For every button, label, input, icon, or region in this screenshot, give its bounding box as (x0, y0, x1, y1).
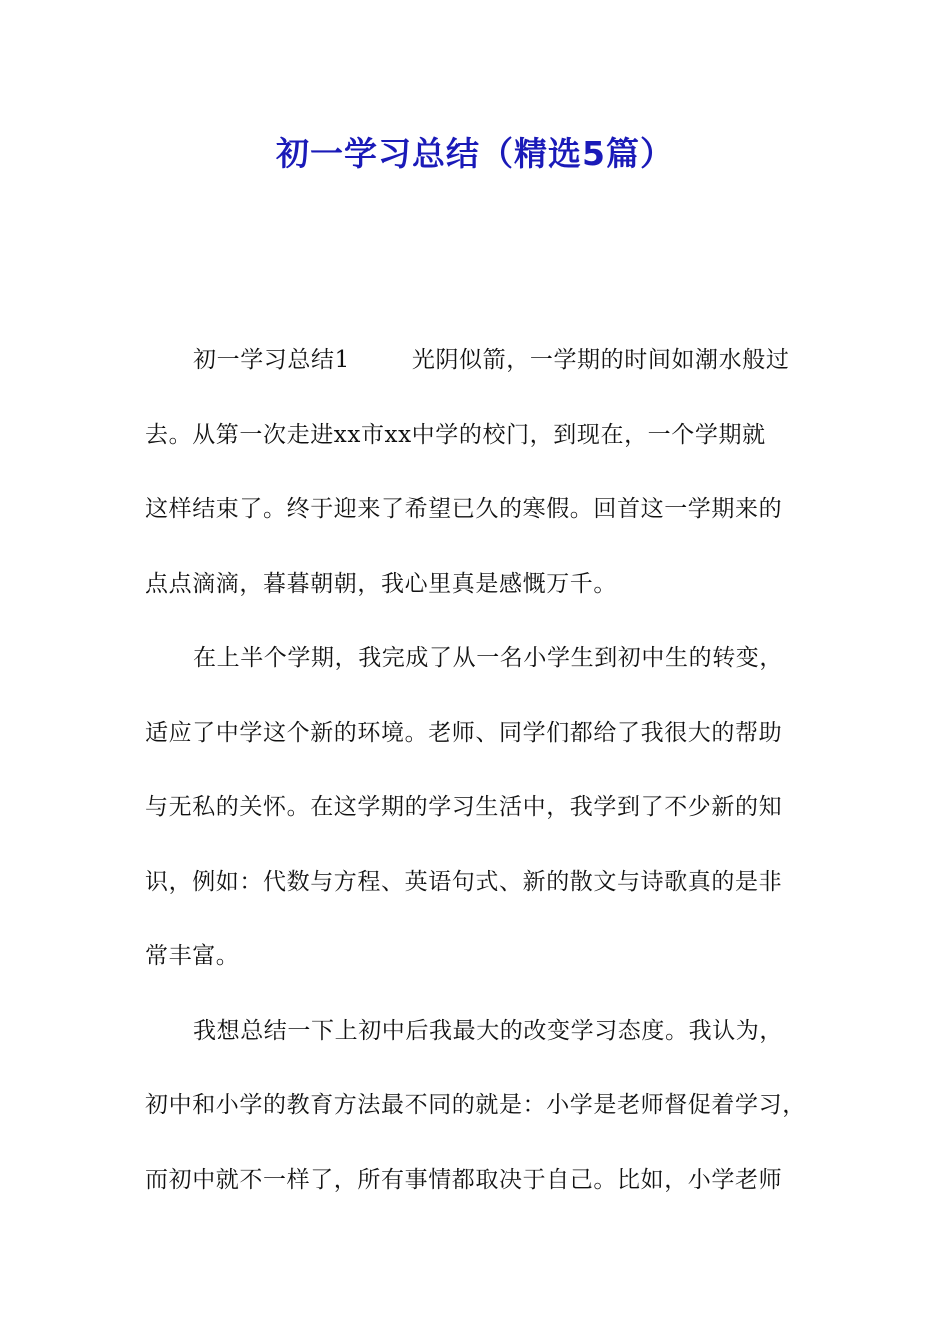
paragraph-line-7: 与无私的关怀。在这学期的学习生活中，我学到了不少新的知 (145, 794, 783, 820)
paragraph-line-2: 去。从第一次走进xx市xx中学的校门，到现在，一个学期就 (145, 421, 766, 448)
paragraph-line-9: 常丰富。 (145, 943, 240, 969)
paragraph-line-8: 识，例如：代数与方程、英语句式、新的散文与诗歌真的是非 (145, 868, 783, 895)
paragraph-line-1 (145, 340, 825, 415)
paragraph-line-3: 这样结束了。终于迎来了希望已久的寒假。回首这一学期来的 (145, 496, 783, 522)
line-text: 光阴似箭，一学期的时间如潮水般过 (411, 347, 790, 373)
document-body (145, 340, 825, 1234)
paragraph-line-10: 我想总结一下上初中后我最大的改变学习态度。我认为， (193, 1017, 783, 1044)
paragraph-line-4: 点点滴滴，暮暮朝朝，我心里真是感慨万千。 (145, 570, 617, 597)
section-heading-inline: 初一学习总结1 (193, 347, 350, 373)
paragraph-line-6: 适应了中学这个新的环境。老师、同学们都给了我很大的帮助 (145, 719, 783, 746)
paragraph-line-12: 而初中就不一样了，所有事情都取决于自己。比如，小学老师 (145, 1166, 783, 1193)
paragraph-line-5: 在上半个学期，我完成了从一名小学生到初中生的转变， (193, 645, 783, 671)
document-title: 初一学习总结（精选5篇） (276, 134, 674, 173)
paragraph-line-11: 初中和小学的教育方法最不同的就是：小学是老师督促着学习， (145, 1092, 806, 1118)
